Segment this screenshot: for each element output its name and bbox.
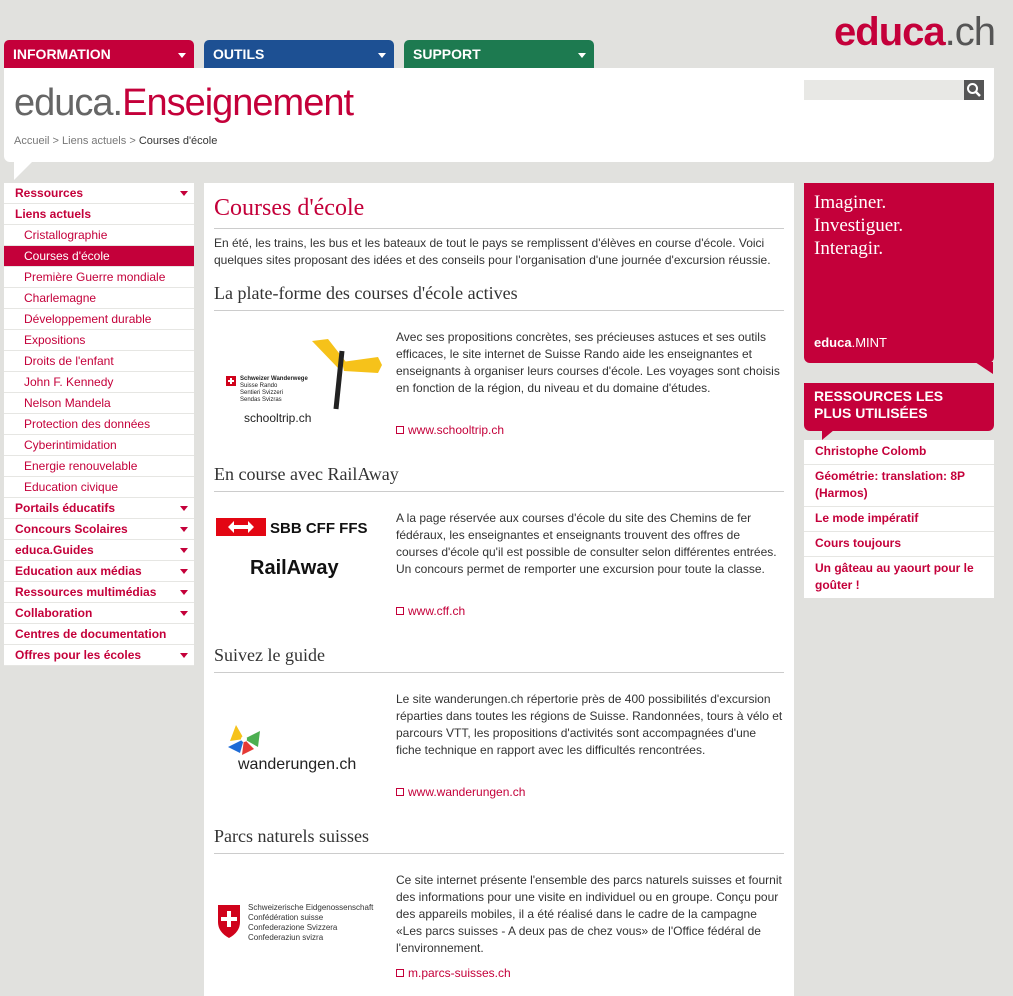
breadcrumb-liens-actuels[interactable]: Liens actuels — [62, 135, 127, 147]
sidebar-item-droits-de-l-enfant[interactable] — [4, 351, 194, 372]
resources-notch — [822, 430, 834, 440]
intro-text: En été, les trains, les bus et les bateaux de tout le pays se remplissent d'élèves en course d'école. Voici quelques sites proposant des idées et des conseils pour l'organisation d'une journée d'excursion réussie. — [214, 236, 771, 267]
resource-item[interactable]: Christophe Colomb — [804, 440, 994, 465]
sidebar-item-concours-scolaires[interactable] — [4, 519, 194, 540]
sidebar-item-label: Concours Scolaires — [15, 522, 128, 536]
external-link-icon — [396, 426, 404, 434]
section-wanderungen — [214, 645, 784, 814]
breadcrumb-separator: > — [52, 135, 59, 147]
sidebar-item-education-aux-medias[interactable] — [4, 561, 194, 582]
schooltrip-logo-image — [214, 329, 384, 434]
chevron-down-icon — [180, 191, 188, 196]
sidebar-item-label: Nelson Mandela — [24, 396, 111, 410]
section-text-block — [396, 691, 784, 814]
section-text-block — [396, 329, 784, 452]
search-input[interactable] — [804, 80, 964, 100]
sidebar-item-john-f-kennedy[interactable] — [4, 372, 194, 393]
breadcrumb-separator: > — [129, 135, 136, 147]
sidebar-item-cristallographie[interactable] — [4, 225, 194, 246]
sidebar-item-label: Centres de documentation — [15, 627, 167, 641]
confederation-logo-image — [214, 872, 384, 977]
railaway-logo-text: RailAway — [250, 557, 339, 579]
sidebar-item-label: Education civique — [24, 480, 119, 494]
tab-information[interactable] — [4, 40, 194, 68]
sidebar-item-label: Cyberintimidation — [24, 438, 117, 452]
chevron-down-icon — [180, 506, 188, 511]
sidebar-item-educa-guides[interactable] — [4, 540, 194, 561]
schooltrip-logo-line2: Suisse Rando — [240, 383, 278, 389]
promo-line-2: Investiguer. — [814, 215, 904, 236]
section-heading: En course avec RailAway — [214, 464, 784, 492]
chevron-down-icon — [180, 527, 188, 532]
sidebar-item-portails-educatifs[interactable] — [4, 498, 194, 519]
sidebar-item-label: Portails éducatifs — [15, 501, 116, 515]
sidebar-item-label: Charlemagne — [24, 291, 97, 305]
sidebar-item-cyberintimidation[interactable] — [4, 435, 194, 456]
tab-support[interactable] — [404, 40, 594, 68]
sbb-railaway-logo-image — [214, 510, 384, 615]
sidebar-item-label: Ressources multimédias — [15, 585, 157, 599]
external-link-label: www.schooltrip.ch — [408, 423, 505, 437]
section-parcs — [214, 826, 784, 995]
schooltrip-logo-line4: Sendas Svizras — [240, 397, 282, 403]
sidebar-item-label: Education aux médias — [15, 564, 142, 578]
resource-item[interactable]: Cours toujours — [804, 532, 994, 557]
resource-item[interactable]: Le mode impératif — [804, 507, 994, 532]
breadcrumb-current: Courses d'école — [138, 135, 218, 147]
resources-list — [804, 440, 994, 598]
confederation-logo-line2: Confédération suisse — [248, 913, 324, 922]
page-header — [4, 68, 994, 162]
sidebar-item-label: educa.Guides — [15, 543, 94, 557]
site-title-part2: Enseignement — [122, 82, 354, 124]
sidebar-item-label: Cristallographie — [24, 228, 108, 242]
sidebar-item-liens-actuels[interactable] — [4, 204, 194, 225]
page-title: Courses d'école — [214, 195, 784, 229]
sidebar-item-premiere-guerre-mondiale[interactable] — [4, 267, 194, 288]
sidebar — [4, 183, 194, 666]
sidebar-item-charlemagne[interactable] — [4, 288, 194, 309]
sidebar-item-developpement-durable[interactable] — [4, 309, 194, 330]
schooltrip-logo-name: schooltrip.ch — [244, 411, 312, 425]
sidebar-item-centres-de-documentation[interactable] — [4, 624, 194, 645]
search-icon — [964, 80, 984, 100]
promo-notch — [975, 362, 993, 374]
sidebar-item-offres-pour-les-ecoles[interactable] — [4, 645, 194, 666]
sidebar-item-collaboration[interactable] — [4, 603, 194, 624]
top-nav — [4, 40, 594, 68]
sidebar-item-label: Ressources — [15, 186, 84, 200]
promo-line-3: Interagir. — [814, 238, 884, 259]
confederation-logo-line3: Confederazione Svizzera — [248, 923, 338, 932]
external-link-icon — [396, 607, 404, 615]
wanderungen-logo — [214, 691, 384, 796]
external-link-label: www.cff.ch — [408, 604, 466, 618]
sidebar-item-label: John F. Kennedy — [24, 375, 114, 389]
section-text-block — [396, 510, 784, 633]
sidebar-item-label: Liens actuels — [15, 207, 92, 221]
tab-support-label: SUPPORT — [413, 46, 481, 62]
section-text-block — [396, 872, 784, 995]
educa-logo-part2: .ch — [944, 10, 995, 54]
external-link-icon — [396, 788, 404, 796]
sidebar-item-label: Offres pour les écoles — [15, 648, 142, 662]
sidebar-item-label: Droits de l'enfant — [24, 354, 114, 368]
confederation-logo-line4: Confederaziun svizra — [248, 933, 324, 942]
sidebar-item-protection-des-donnees[interactable] — [4, 414, 194, 435]
educa-logo[interactable] — [834, 10, 995, 55]
tab-outils[interactable] — [204, 40, 394, 68]
breadcrumb-home[interactable]: Accueil — [14, 135, 50, 147]
external-link[interactable] — [396, 603, 465, 620]
sidebar-item-courses-d-ecole[interactable] — [4, 246, 194, 267]
sidebar-item-label: Energie renouvelable — [24, 459, 138, 473]
schooltrip-logo-line1: Schweizer Wanderwege — [240, 376, 308, 382]
section-description: Avec ses propositions concrètes, ses précieuses astuces et ses outils efficaces, le site internet de Suisse Rando aide les enseignantes et enseignants à organiser leurs courses d'école. Les voyages sont choisis en fonction de la région, du niveau et du domaine d'études. — [396, 330, 780, 395]
sidebar-item-label: Expositions — [24, 333, 86, 347]
sidebar-item-label: Courses d'école — [24, 249, 110, 263]
sidebar-item-label: Protection des données — [24, 417, 151, 431]
main-content — [204, 183, 794, 996]
sbb-railaway-logo — [214, 510, 384, 615]
promo-line-1: Imaginer. — [814, 192, 887, 213]
educa-mint-logo — [814, 335, 887, 350]
search-button[interactable] — [964, 80, 984, 100]
section-description: A la page réservée aux courses d'école du site des Chemins de fer fédéraux, les enseignantes et enseignants trouvent des offres de courses d'école qu'il est possible de consulter selon différentes entrées. Un concours permet de remporter une excursion pour toute la classe. — [396, 511, 777, 576]
educa-logo-part1: educa — [834, 10, 945, 54]
section-heading: Suivez le guide — [214, 645, 784, 673]
external-link[interactable] — [396, 965, 511, 982]
header-notch — [14, 162, 32, 180]
section-heading: La plate-forme des courses d'école actives — [214, 283, 784, 311]
tab-outils-label: OUTILS — [213, 46, 265, 62]
section-schooltrip — [214, 283, 784, 452]
sidebar-item-nelson-mandela[interactable] — [4, 393, 194, 414]
confederation-logo — [214, 872, 384, 977]
sidebar-item-label: Première Guerre mondiale — [24, 270, 166, 284]
sbb-logo-text: SBB CFF FFS — [270, 520, 368, 537]
external-link-label: m.parcs-suisses.ch — [408, 966, 511, 980]
chevron-down-icon — [180, 548, 188, 553]
sidebar-item-energie-renouvelable[interactable] — [4, 456, 194, 477]
sidebar-item-education-civique[interactable] — [4, 477, 194, 498]
resources-heading: RESSOURCES LES PLUS UTILISÉES — [804, 383, 994, 431]
section-heading: Parcs naturels suisses — [214, 826, 784, 854]
sidebar-item-label: Collaboration — [15, 606, 93, 620]
schooltrip-logo-line3: Sentieri Svizzeri — [240, 390, 284, 396]
promo-brand-part2: .MINT — [851, 335, 887, 350]
site-title-part1: educa. — [14, 82, 123, 124]
promo-brand-part1: educa — [814, 335, 852, 350]
mint-promo-banner[interactable] — [804, 183, 994, 363]
site-title[interactable] — [14, 82, 353, 125]
breadcrumb — [14, 135, 217, 147]
resource-item[interactable]: Géométrie: translation: 8P (Harmos) — [804, 465, 994, 507]
tab-information-label: INFORMATION — [13, 46, 111, 62]
chevron-down-icon — [578, 53, 586, 58]
external-link[interactable] — [396, 784, 525, 801]
schooltrip-logo — [214, 329, 384, 434]
section-railaway — [214, 464, 784, 633]
wanderungen-logo-image — [214, 691, 384, 796]
section-description: Le site wanderungen.ch répertorie près de 400 possibilités d'excursion réparties dans toutes les régions de Suisse. Randonnées, tours à vélo et parcours VTT, les propositions d'activités sont accompagnées d'une fiche technique en rapport avec les difficultés rencontrées. — [396, 692, 783, 757]
external-link[interactable] — [396, 422, 504, 439]
chevron-down-icon — [180, 569, 188, 574]
chevron-down-icon — [180, 611, 188, 616]
wanderungen-logo-name: wanderungen.ch — [238, 756, 357, 773]
sidebar-item-ressources-multimedias[interactable] — [4, 582, 194, 603]
confederation-logo-line1: Schweizerische Eidgenossenschaft — [248, 903, 374, 912]
section-description: Ce site internet présente l'ensemble des parcs naturels suisses et fournit des informations pour une visite en individuel ou en groupe. Conçu pour des appareils mobiles, il a été réalisé dans le cadre de la campagne «Les parcs suisses - A deux pas de chez vous» de l'Office fédéral de l'environnement. — [396, 873, 782, 955]
chevron-down-icon — [178, 53, 186, 58]
resource-item[interactable]: Un gâteau au yaourt pour le goûter ! — [815, 561, 974, 592]
chevron-down-icon — [180, 590, 188, 595]
external-link-icon — [396, 969, 404, 977]
chevron-down-icon — [180, 653, 188, 658]
sidebar-item-ressources[interactable] — [4, 183, 194, 204]
external-link-label: www.wanderungen.ch — [408, 785, 526, 799]
sidebar-item-label: Développement durable — [24, 312, 152, 326]
chevron-down-icon — [378, 53, 386, 58]
promo-slogan — [814, 191, 984, 260]
sidebar-item-expositions[interactable] — [4, 330, 194, 351]
